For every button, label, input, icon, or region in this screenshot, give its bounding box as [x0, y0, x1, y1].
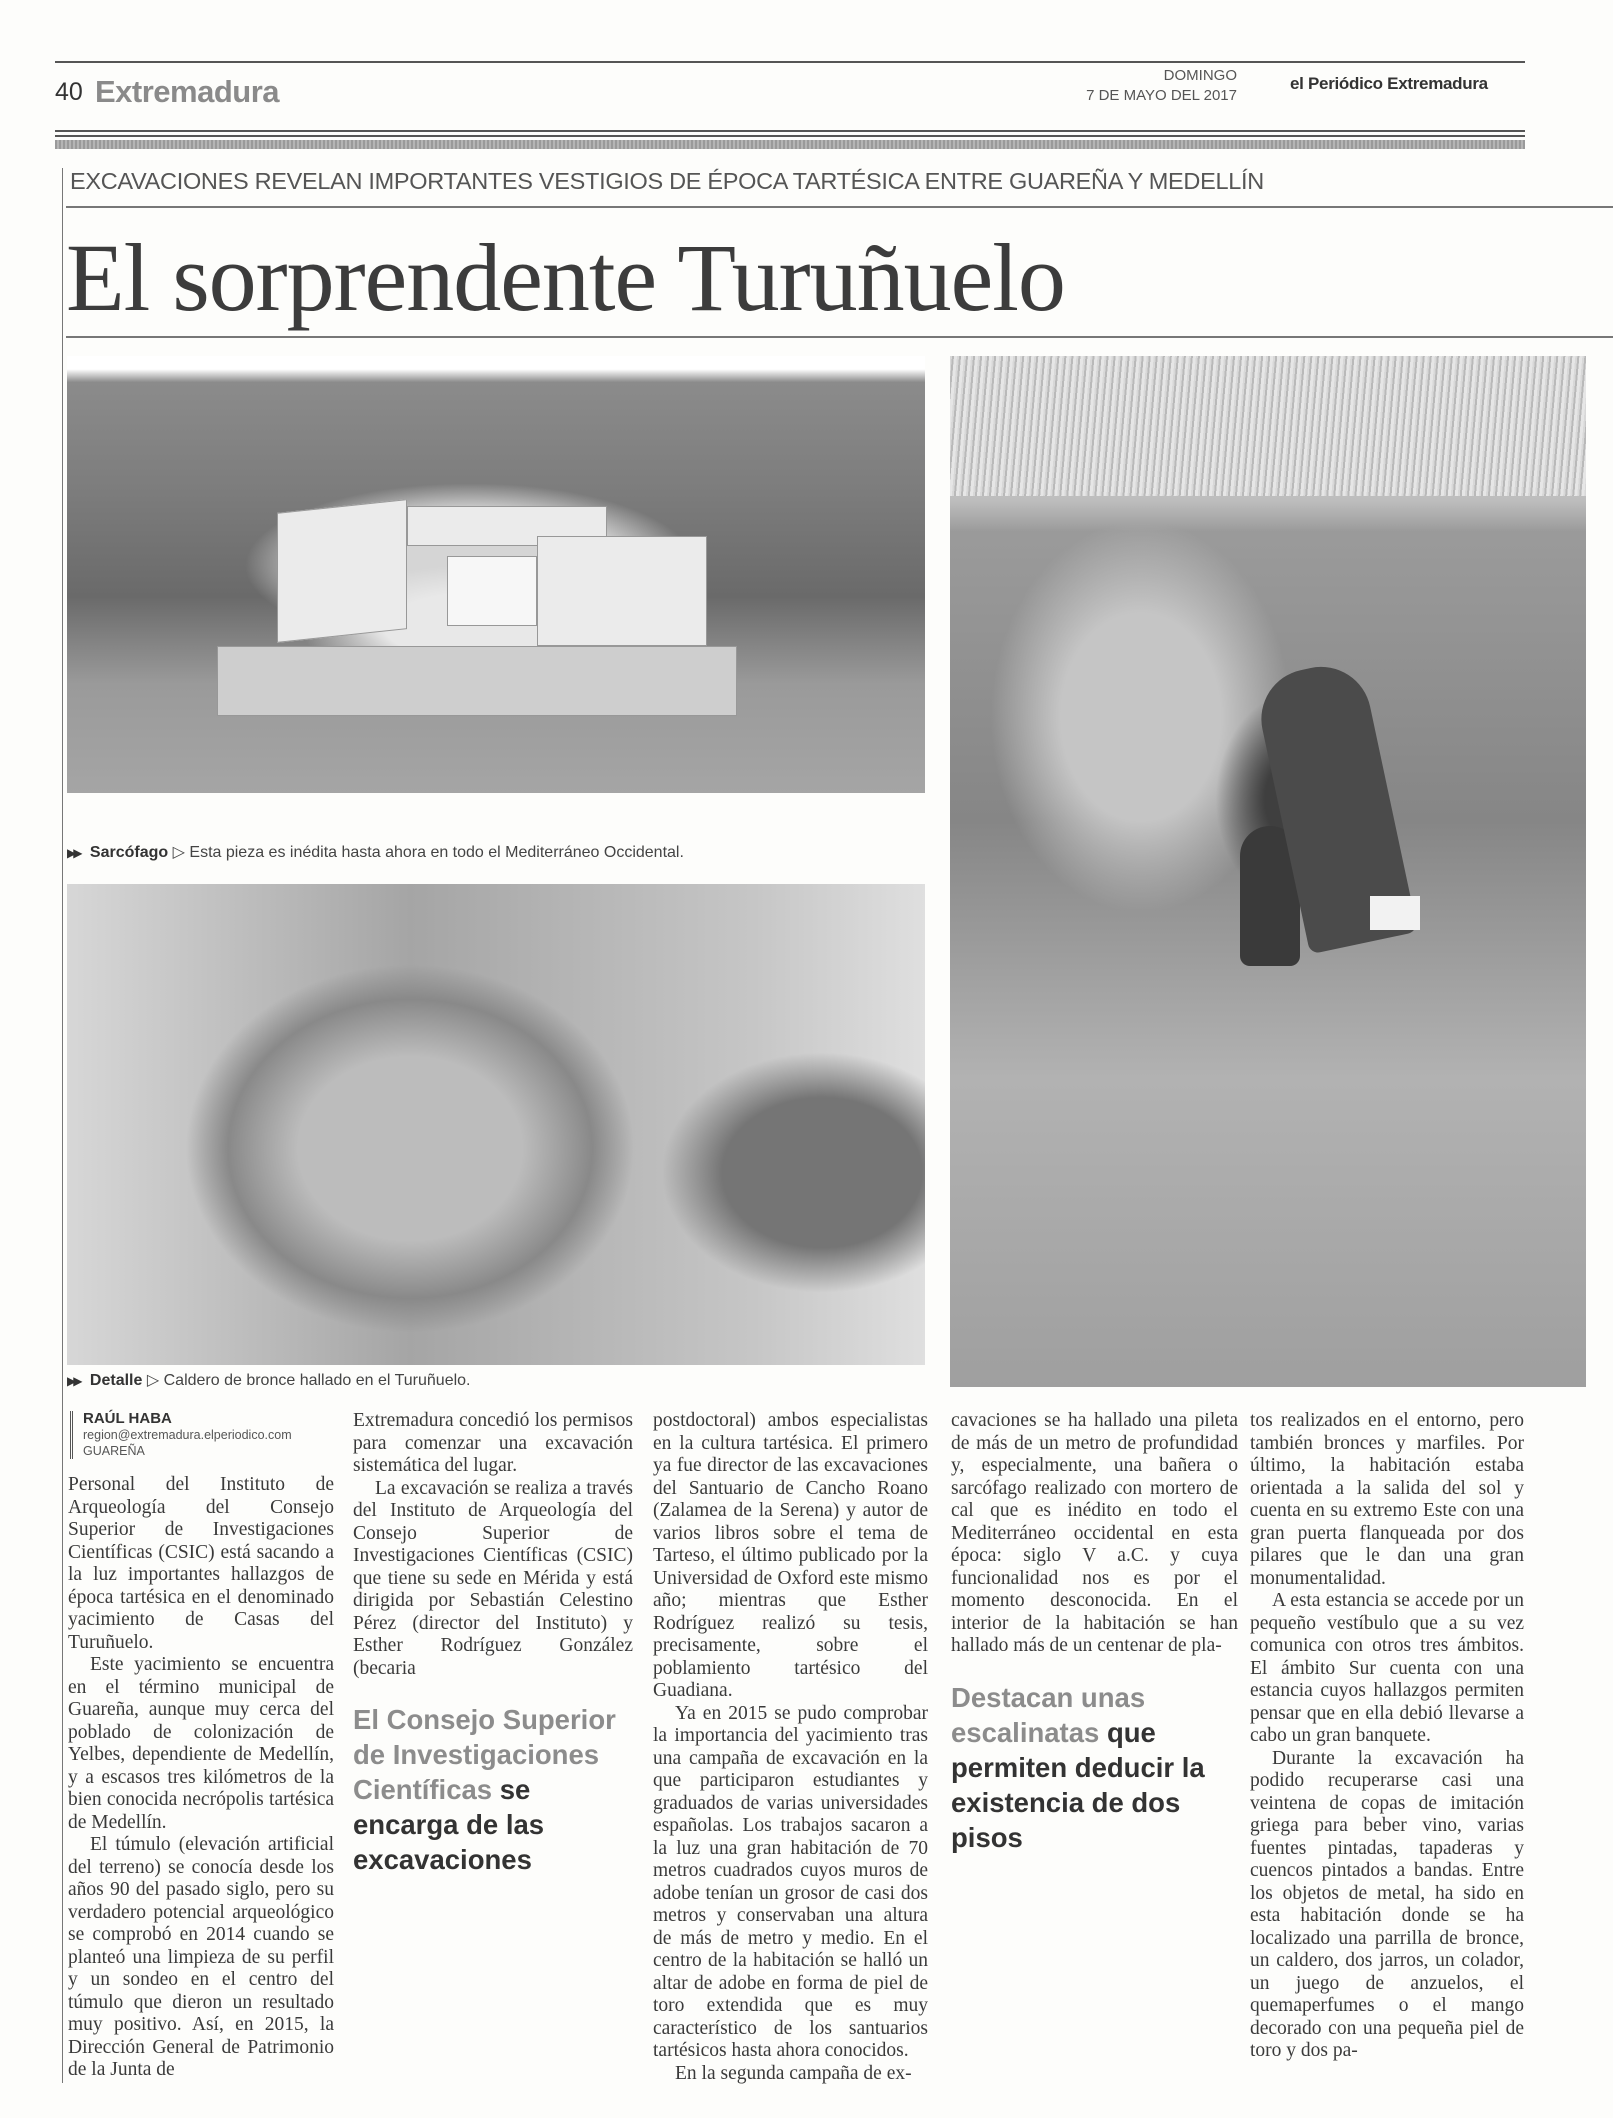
article-kicker: EXCAVACIONES REVELAN IMPORTANTES VESTIGIOS DE ÉPOCA TARTÉSICA ENTRE GUAREÑA Y MEDELLÍN [70, 168, 1264, 194]
caption-text: Esta pieza es inédita hasta ahora en todo el Mediterráneo Occidental. [189, 844, 684, 861]
paragraph: postdoctoral) ambos especialistas en la cultura tartésica. El primero ya fue director de las excavaciones del Santuario de Cancho Roano (Zalamea de la Serena) y autor de varios libros sobre el tema de Tarteso, el último publicado por la Universidad de Oxford este mismo año; mientras que Esther Rodríguez realizó su tesis, precisamente, sobre el poblamiento tartésico del Guadiana. [653, 1410, 928, 1701]
paragraph: Extremadura concedió los permisos para comenzar una excavación sistemática del lugar. [353, 1410, 633, 1476]
caption-label: Detalle [89, 1372, 143, 1389]
photo-excavation-site [950, 356, 1586, 1387]
pull-quote-text: que permiten deducir la existencia de dos pisos [951, 1716, 1205, 1853]
issue-day: DOMINGO [1163, 67, 1237, 84]
byline [70, 1411, 292, 1459]
text-column-2 [353, 1410, 633, 1877]
paragraph: En la segunda campaña de ex- [675, 2062, 912, 2084]
author-name: RAÚL HABA [83, 1410, 172, 1427]
paragraph: Personal del Instituto de Arqueología del Consejo Superior de Investigaciones Científicas (CSIC) está sacando a la luz importantes hallazgos de época tartésica en el denominado yacimiento de Casas del Turuñuelo. [68, 1474, 334, 1653]
header-rule [55, 130, 1525, 132]
publication-logo: el Periódico Extremadura [1290, 74, 1488, 93]
paragraph: A esta estancia se accede por un pequeño vestíbulo que a su vez comunica con otros tres ámbitos. El ámbito Sur cuenta con una estancia cuyos hallazgos permiten pensar que en ella debió llevarse a cabo un gran banquete. [1250, 1590, 1524, 1746]
paragraph: cavaciones se ha hallado una pileta de más de un metro de profundidad y, especialmente, una bañera o sarcófago realizado con mortero de cal que es inédito en todo el Mediterráneo occidental en esta época: siglo V a.C. y cuya funcionalidad nos es por el momento desconocida. En el interior de la habitación se han hallado más de un centenar de pla- [951, 1410, 1238, 1656]
article-left-rule [62, 168, 63, 2083]
pull-quote-2 [951, 1680, 1238, 1855]
page-number: 40 [55, 78, 83, 106]
text-column-3 [653, 1410, 928, 2085]
dateline-location: GUAREÑA [83, 1444, 145, 1458]
caption-triangle-icon: ▷ [172, 844, 185, 861]
pull-quote-highlight: Destacan unas escalinatas [951, 1681, 1146, 1748]
paragraph: Ya en 2015 se pudo comprobar la importancia del yacimiento tras una campaña de excavación en la que participaron estudiantes y graduados de varias universidades españolas. Los trabajos sacaron a la luz una gran habitación de 70 metros cuadrados cuyos muros de adobe tenían un grosor de casi dos metros y conservaban una altura de más de metro y medio. En el centro de la habitación se halló un altar de adobe en forma de piel de toro extendida que es muy característico de los santuarios tartésicos hasta ahora conocidos. [653, 1702, 928, 2061]
article-headline: El sorprendente Turuñuelo [66, 224, 1065, 331]
caption-arrows-icon: ▶▶ [67, 1374, 80, 1388]
headline-rule [66, 336, 1613, 338]
photo-caption [67, 842, 684, 862]
issue-date [1086, 66, 1237, 106]
caption-triangle-icon: ▷ [146, 1372, 160, 1389]
pull-quote-1 [353, 1702, 633, 1877]
issue-full-date: 7 DE MAYO DEL 2017 [1086, 87, 1237, 104]
header-band [55, 140, 1525, 149]
header-rule-2 [55, 135, 1525, 137]
pull-quote-text: se encarga de las excavaciones [353, 1774, 545, 1875]
photo-sarcophagus [67, 356, 925, 793]
photo-caption [67, 1370, 471, 1390]
text-column-1 [68, 1474, 334, 2082]
caption-arrows-icon: ▶▶ [67, 846, 80, 860]
caption-text: Caldero de bronce hallado en el Turuñuelo. [163, 1372, 471, 1389]
kicker-rule [66, 206, 1613, 208]
photo-bronze-cauldron [67, 884, 925, 1365]
pull-quote-highlight: El Consejo Superior de Investigaciones Científicas [353, 1704, 616, 1805]
caption-label: Sarcófago [89, 844, 169, 861]
author-email: region@extremadura.elperiodico.com [83, 1428, 292, 1442]
top-rule [55, 61, 1525, 63]
paragraph: El túmulo (elevación artificial del terreno) se conocía desde los años 90 del pasado siglo, pero su verdadero potencial arqueológico se comprobó en 2014 cuando se planteó una limpieza de su perfil y un sondeo en el centro del túmulo que dieron un resultado muy positivo. Así, en 2015, la Dirección General de Patrimonio de la Junta de [68, 1834, 334, 2080]
text-column-4 [951, 1410, 1238, 1855]
paragraph: Durante la excavación ha podido recuperarse casi una veintena de copas de imitación griega para beber vino, varias fuentes pintadas, tapaderas y cuencos pintados a bandas. Entre los objetos de metal, ha sido en esta habitación donde se ha localizado una parrilla de bronce, un caldero, dos jarros, un colador, un juego de anzuelos, el quemaperfumes o el mango decorado con una pequeña piel de toro y dos pa- [1250, 1747, 1524, 2061]
paragraph: Este yacimiento se encuentra en el término municipal de Guareña, aunque muy cerca del poblado de colonización de Yelbes, dependiente de Medellín, y a escasos tres kilómetros de la bien conocida necrópolis tartésica de Medellín. [68, 1654, 334, 1833]
paragraph: La excavación se realiza a través del Instituto de Arqueología del Consejo Superior de Investigaciones Científicas (CSIC) que tiene su sede en Mérida y está dirigida por Sebastián Celestino Pérez (director del Instituto) y Esther Rodríguez González (becaria [353, 1477, 633, 1679]
section-title: Extremadura [95, 74, 280, 109]
text-column-5 [1250, 1410, 1524, 2063]
paragraph: tos realizados en el entorno, pero también bronces y marfiles. Por último, la habitación estaba orientada a la salida del sol y cuenta en su extremo Este con una gran puerta flanqueada por dos pilares que le dan una gran monumentalidad. [1250, 1410, 1524, 1589]
